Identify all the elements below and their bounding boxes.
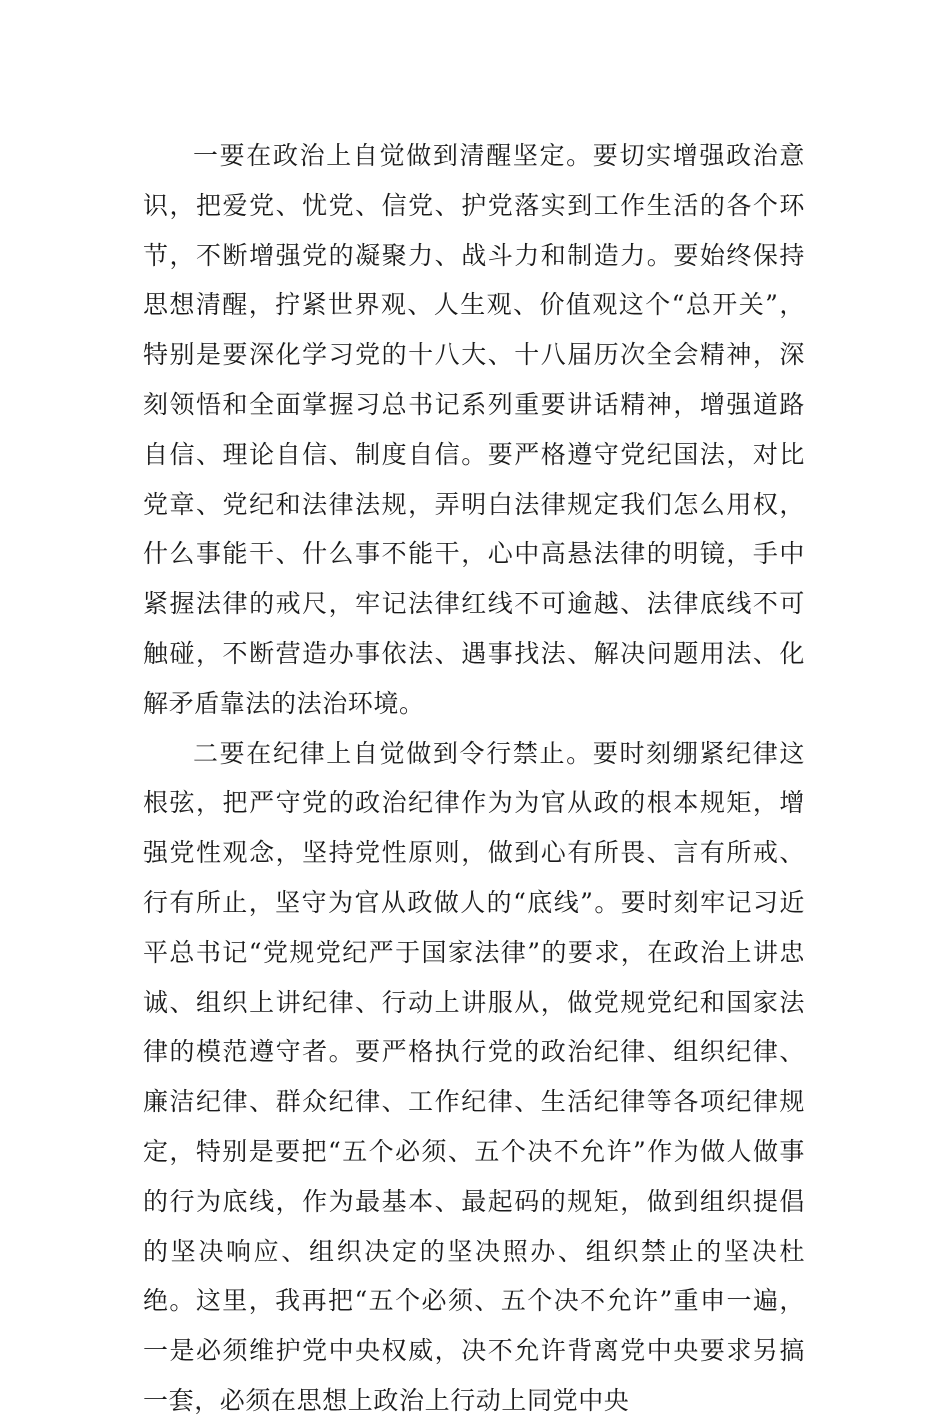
document-body bbox=[143, 131, 805, 1426]
paragraph-discipline: 二要在纪律上自觉做到令行禁止。要时刻绷紧纪律这根弦，把严守党的政治纪律作为为官从政的根本规矩，增强党性观念，坚持党性原则，做到心有所畏、言有所戒、行有所止，坚守为官从政做人的“底线”。要时刻牢记习近平总书记“党规党纪严于国家法律”的要求，在政治上讲忠诚、组织上讲纪律、行动上讲服从，做党规党纪和国家法律的模范遵守者。要严格执行党的政治纪律、组织纪律、廉洁纪律、群众纪律、工作纪律、生活纪律等各项纪律规定，特别是要把“五个必须、五个决不允许”作为做人做事的行为底线，作为最基本、最起码的规矩，做到组织提倡的坚决响应、组织决定的坚决照办、组织禁止的坚决杜绝。这里，我再把“五个必须、五个决不允许”重申一遍，一是必须维护党中央权威，决不允许背离党中央要求另搞一套，必须在思想上政治上行动上同党中央 bbox=[143, 738, 805, 1415]
paragraph-political-awareness: 一要在政治上自觉做到清醒坚定。要切实增强政治意识，把爱党、忧党、信党、护党落实到工作生活的各个环节，不断增强党的凝聚力、战斗力和制造力。要始终保持思想清醒，拧紧世界观、人生观、价值观这个“总开关”，特别是要深化学习党的十八大、十八届历次全会精神，深刻领悟和全面掌握习总书记系列重要讲话精神，增强道路自信、理论自信、制度自信。要严格遵守党纪国法，对比党章、党纪和法律法规，弄明白法律规定我们怎么用权，什么事能干、什么事不能干，心中高悬法律的明镜，手中紧握法律的戒尺，牢记法律红线不可逾越、法律底线不可触碰，不断营造办事依法、遇事找法、解决问题用法、化解矛盾靠法的法治环境。 bbox=[143, 141, 805, 718]
